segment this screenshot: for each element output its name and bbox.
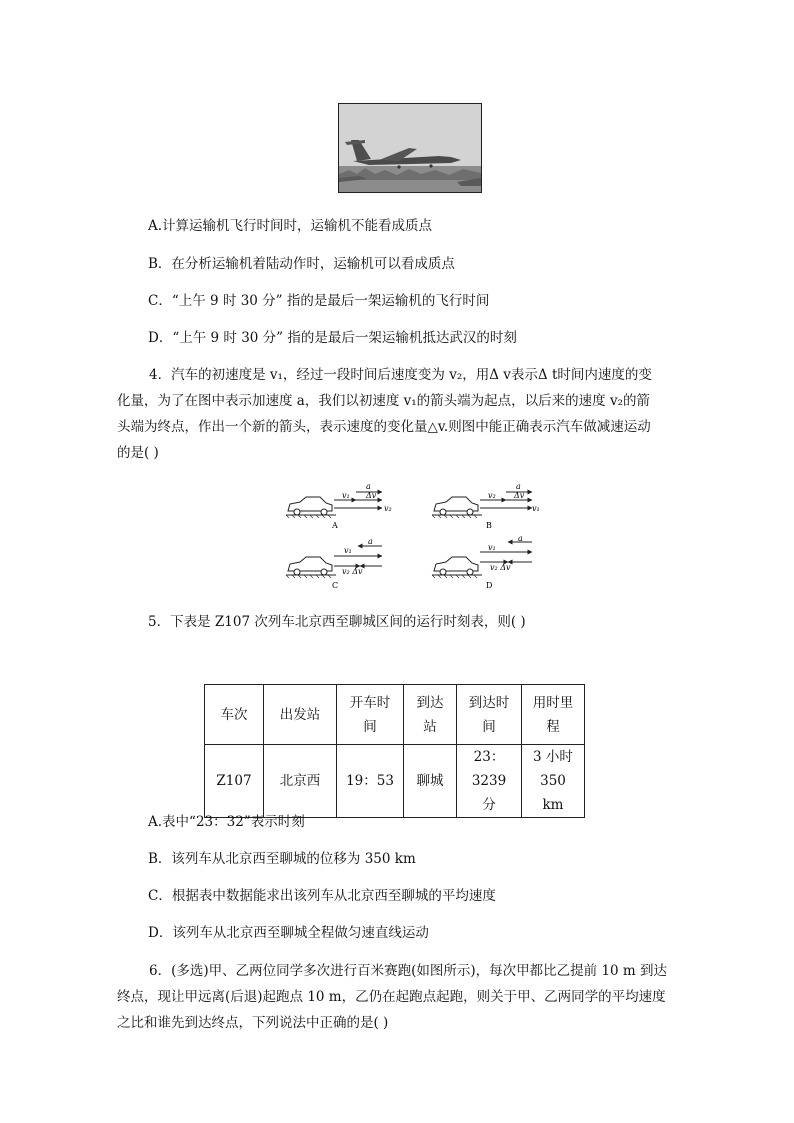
v2-dv-label: v₂ Δv [490, 563, 511, 572]
panel-d [432, 534, 532, 590]
table-cell: 3 小时 350 km [522, 745, 585, 818]
a-label: a [368, 537, 373, 546]
header-cell: 出发站 [264, 685, 337, 745]
q5-option-c: C．根据表中数据能求出该列车从北京西至聊城的平均速度 [148, 888, 496, 904]
panel-label: B [486, 521, 492, 530]
q4-stem-line: 化量，为了在图中表示加速度 a，我们以初速度 v₁的箭头端为起点，以后来的速度 v₂的箭 [117, 393, 650, 409]
header-cell: 到达时 间 [457, 685, 522, 745]
q5-option-d: D．该列车从北京西至聊城全程做匀速直线运动 [148, 925, 429, 941]
header-cell: 开车时 间 [337, 685, 404, 745]
panel-label: D [486, 581, 493, 590]
transport-aircraft-photo [338, 103, 482, 193]
header-cell: 车次 [205, 685, 264, 745]
q5-option-a: A.表中“23：32”表示时刻 [148, 814, 305, 830]
table-cell: Z107 [205, 745, 264, 818]
q5-stem: 5．下表是 Z107 次列车北京西至聊城区间的运行时刻表，则( ) [148, 614, 526, 630]
panel-a [286, 482, 392, 530]
q4-figure [282, 478, 552, 590]
q4-stem-line: 的是( ) [117, 445, 159, 461]
v1-label: v₁ [344, 546, 352, 555]
a-label: a [366, 482, 371, 491]
panel-label: A [332, 521, 338, 530]
q3-option-d: D．“上午 9 时 30 分” 指的是最后一架运输机抵达武汉的时刻 [148, 330, 517, 346]
v2-label: v₂ [488, 491, 496, 500]
q3-option-c: C．“上午 9 时 30 分” 指的是最后一架运输机的飞行时间 [148, 293, 490, 309]
v2-label: v₂ [384, 504, 392, 513]
header-cell: 到达 站 [404, 685, 457, 745]
header-cell: 用时里 程 [522, 685, 585, 745]
table-cell: 23：3239 分 [457, 745, 522, 818]
a-label: a [516, 482, 521, 491]
dv-label: Δv [366, 491, 377, 500]
q6-stem-line: 终点，现让甲远离(后退)起跑点 10 m，乙仍在起跑点起跑，则关于甲、乙两同学的平均速度 [117, 989, 666, 1005]
q3-option-b: B．在分析运输机着陆动作时，运输机可以看成质点 [148, 256, 455, 272]
q6-stem-line: 之比和谁先到达终点，下列说法中正确的是( ) [117, 1015, 389, 1031]
dv-label: Δv [514, 491, 525, 500]
panel-label: C [332, 581, 339, 590]
v1-label: v₁ [342, 491, 350, 500]
q3-option-a: A.计算运输机飞行时间时，运输机不能看成质点 [148, 218, 433, 234]
table-cell: 聊城 [404, 745, 457, 818]
table-cell: 19：53 [337, 745, 404, 818]
q4-stem-line: 4．汽车的初速度是 v₁，经过一段时间后速度变为 v₂，用Δ v表示Δ t时间内速度的变 [149, 367, 652, 383]
v1-label: v₁ [488, 543, 496, 552]
q6-stem-line: 6．(多选)甲、乙两位同学多次进行百米赛跑(如图所示)，每次甲都比乙提前 10 m 到达 [149, 963, 668, 979]
q4-stem-line: 头端为终点，作出一个新的箭头，表示速度的变化量△v.则图中能正确表示汽车做减速运动 [117, 419, 651, 435]
table-cell: 北京西 [264, 745, 337, 818]
q4-stem [117, 362, 677, 466]
timetable [204, 684, 585, 818]
v2-dv-label: v₂ Δv [342, 567, 363, 576]
panel-b [432, 482, 540, 530]
q5-option-b: B．该列车从北京西至聊城的位移为 350 km [148, 851, 416, 867]
q6-stem [117, 958, 677, 1036]
v1-label: v₁ [532, 504, 540, 513]
a-label: a [518, 534, 523, 543]
panel-c [286, 537, 382, 590]
